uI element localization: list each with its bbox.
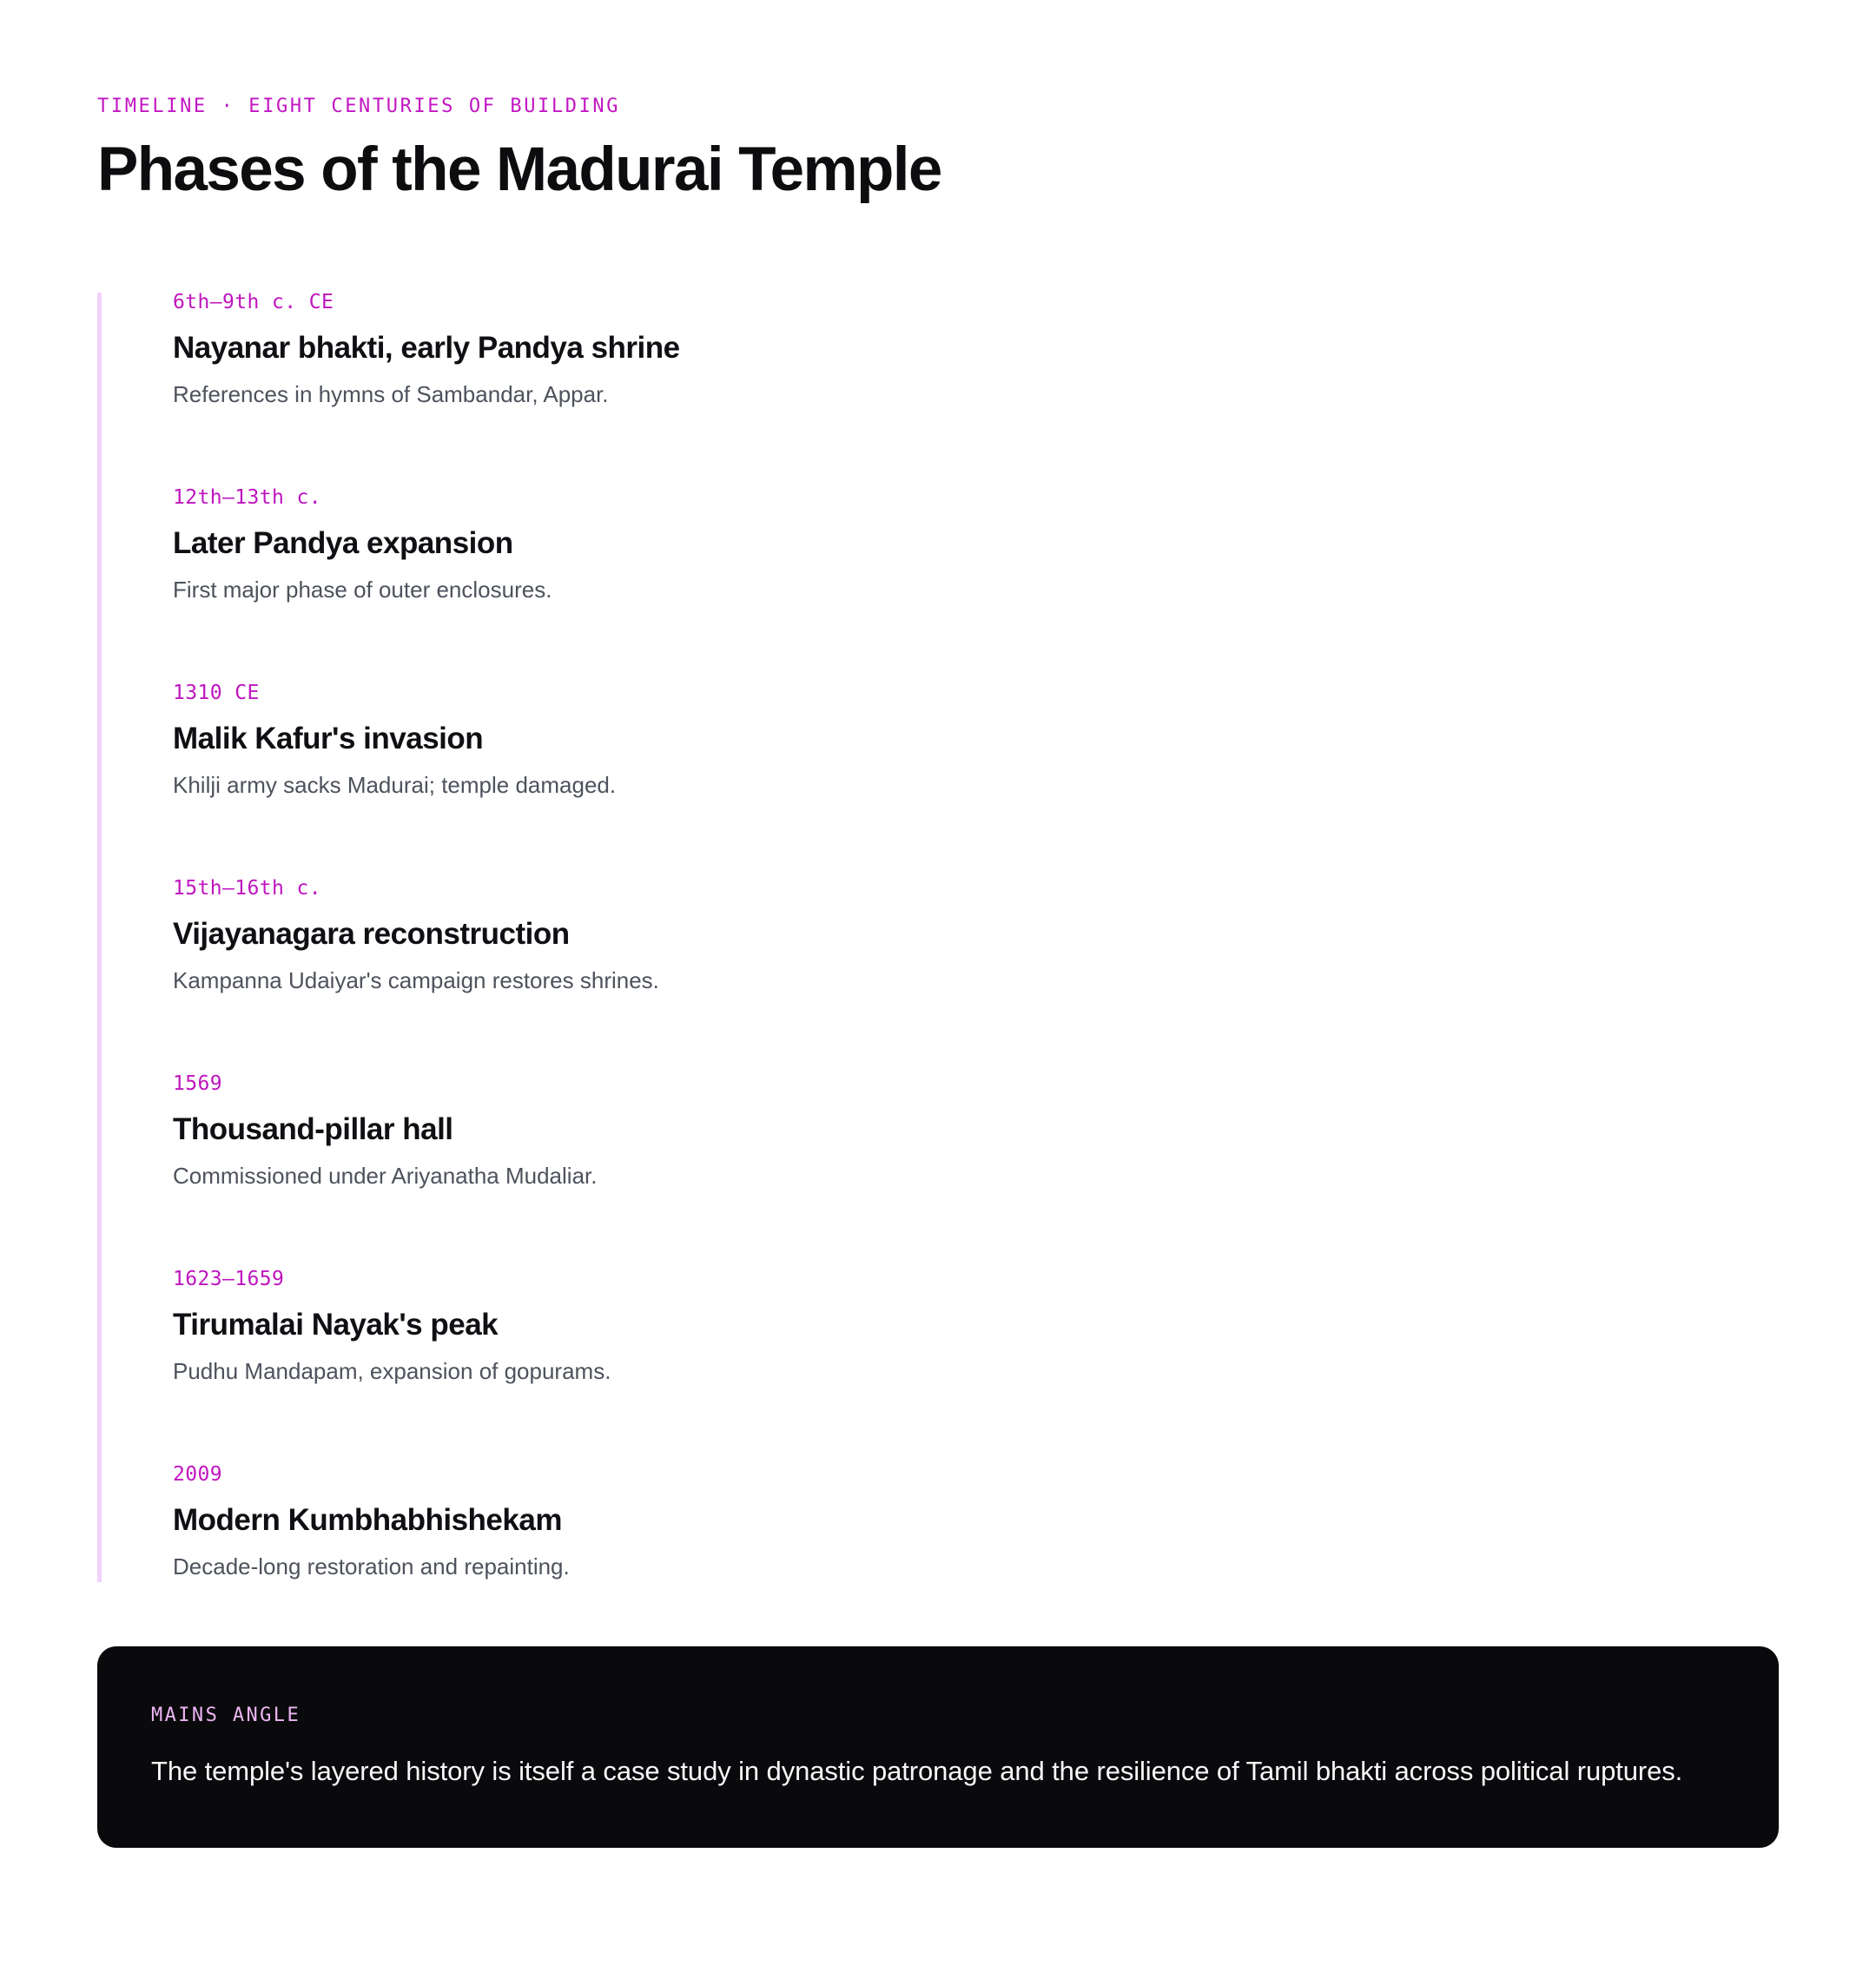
timeline-item [173,1269,1779,1387]
timeline-item-date: 15th–16th c. [173,876,321,900]
timeline-item-heading: Vijayanagara reconstruction [173,916,570,951]
timeline-item [173,1074,1779,1191]
callout-text: The temple's layered history is itself a case study in dynastic patronage and the resilience of Tamil bhakti across political ruptures. [151,1756,1683,1786]
timeline-item-heading: Malik Kafur's invasion [173,721,484,755]
timeline-item-heading: Modern Kumbhabhishekam [173,1503,562,1538]
mains-angle-callout [97,1646,1779,1848]
timeline-item-description: Pudhu Mandapam, expansion of gopurams. [173,1358,611,1385]
timeline-item-description: Commissioned under Ariyanatha Mudaliar. [173,1163,598,1190]
timeline-item-description: References in hymns of Sambandar, Appar. [173,380,609,407]
timeline-item-date: 1623–1659 [173,1268,285,1291]
timeline-item [173,485,1779,605]
timeline-item-date: 2009 [173,1463,222,1487]
timeline-item-date: 1569 [173,1072,222,1096]
timeline-item-date: 12th–13th c. [173,485,321,509]
timeline-item-date: 6th–9th c. CE [173,290,334,313]
timeline-item-description: First major phase of outer enclosures. [173,576,552,603]
timeline-item-heading: Later Pandya expansion [173,525,513,560]
timeline-item [173,876,1779,996]
timeline-item-heading: Tirumalai Nayak's peak [173,1308,499,1342]
page-header [97,97,1779,204]
timeline-item [173,1465,1779,1582]
page-title: Phases of the Madurai Temple [97,135,941,204]
timeline-item [173,683,1779,801]
timeline-list [97,290,1779,1583]
timeline-item-description: Kampanna Udaiyar's campaign restores shrines. [173,966,659,993]
callout-label: MAINS ANGLE [151,1705,301,1726]
timeline-item-date: 1310 CE [173,681,260,704]
eyebrow-label: TIMELINE · EIGHT CENTURIES OF BUILDING [97,96,621,117]
timeline-item-heading: Nayanar bhakti, early Pandya shrine [173,330,680,365]
timeline-item-description: Decade-long restoration and repainting. [173,1553,570,1580]
timeline-item [173,290,1779,410]
timeline-item-heading: Thousand-pillar hall [173,1112,453,1147]
timeline-item-description: Khilji army sacks Madurai; temple damaged. [173,771,617,798]
